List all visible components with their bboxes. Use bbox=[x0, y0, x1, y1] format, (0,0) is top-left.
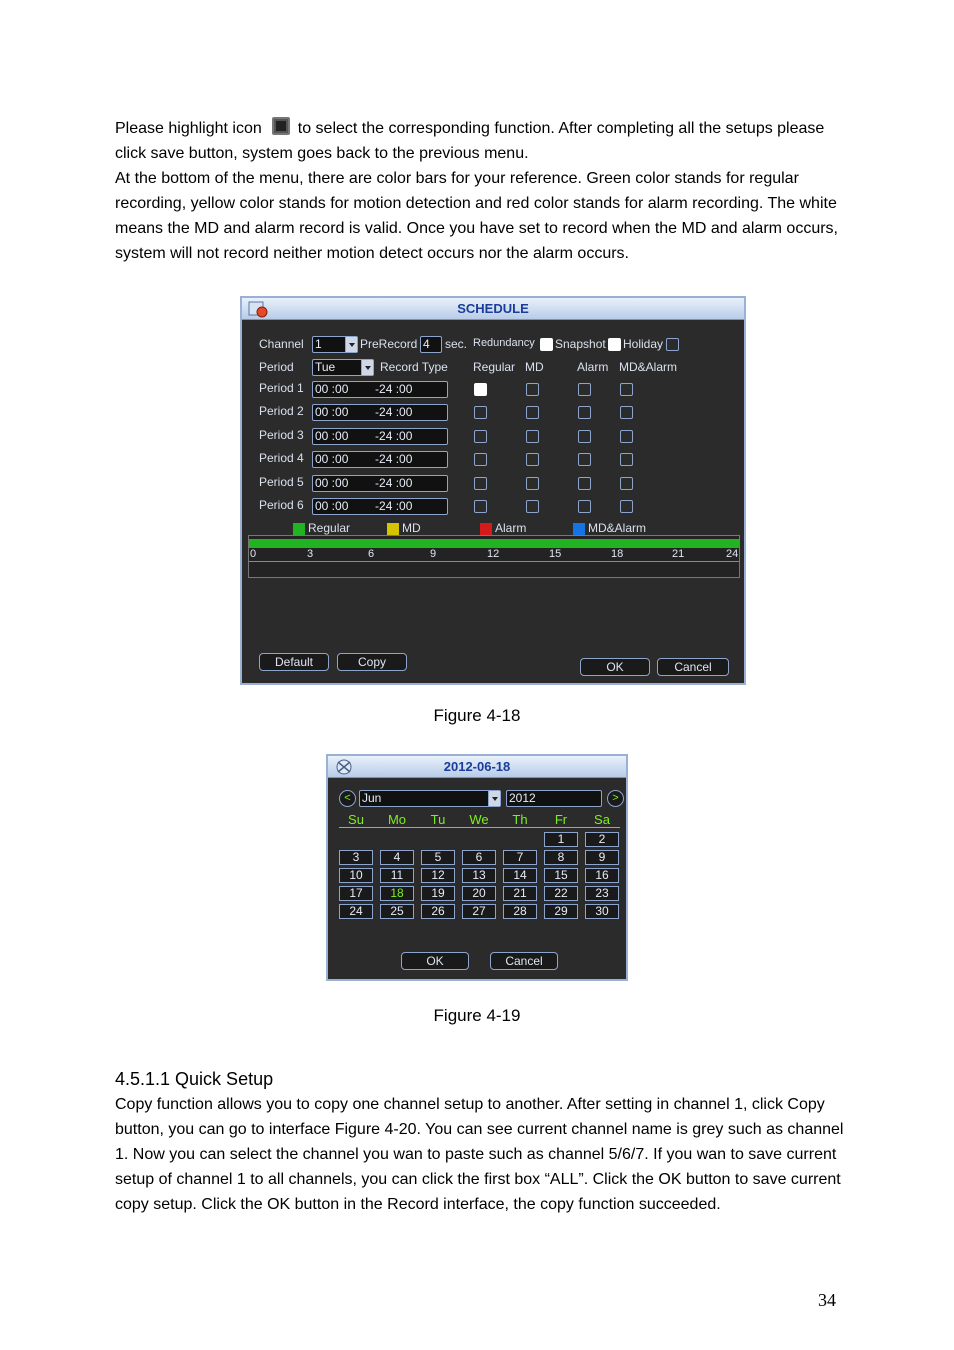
day-cell[interactable]: 1 bbox=[544, 832, 578, 847]
period-5-label: Period 5 bbox=[259, 475, 304, 489]
default-button[interactable]: Default bbox=[259, 653, 329, 671]
copy-button[interactable]: Copy bbox=[337, 653, 407, 671]
channel-select[interactable] bbox=[312, 336, 358, 353]
day-cell[interactable]: 13 bbox=[462, 868, 496, 883]
tick-21: 21 bbox=[672, 548, 685, 560]
period-5-time[interactable]: 00 :00 -24 :00 bbox=[312, 475, 448, 492]
day-cell[interactable]: 28 bbox=[503, 904, 537, 919]
tick-0: 0 bbox=[250, 548, 257, 560]
col-alarm-label: Alarm bbox=[577, 360, 609, 374]
col-md-label: MD bbox=[525, 360, 544, 374]
day-cell[interactable]: 23 bbox=[585, 886, 619, 901]
day-cell[interactable]: 14 bbox=[503, 868, 537, 883]
period-4-time[interactable]: 00 :00 -24 :00 bbox=[312, 451, 448, 468]
day-cell[interactable]: 11 bbox=[380, 868, 414, 883]
tick-15: 15 bbox=[549, 548, 562, 560]
legend-md-alarm-label: MD&Alarm bbox=[588, 521, 647, 535]
day-cell[interactable]: 4 bbox=[380, 850, 414, 865]
period-2-md-checkbox[interactable] bbox=[526, 406, 539, 419]
period-1-time[interactable]: 00 :00 -24 :00 bbox=[312, 381, 448, 398]
legend-regular-swatch bbox=[293, 523, 305, 535]
period-3-alarm-checkbox[interactable] bbox=[578, 430, 591, 443]
day-cell[interactable]: 9 bbox=[585, 850, 619, 865]
period-4-label: Period 4 bbox=[259, 451, 304, 465]
chevron-down-icon bbox=[345, 337, 357, 352]
day-cell[interactable]: 10 bbox=[339, 868, 373, 883]
schedule-title: SCHEDULE bbox=[457, 301, 529, 316]
tick-24: 24 bbox=[726, 548, 739, 560]
period-4-alarm-checkbox[interactable] bbox=[578, 453, 591, 466]
dayhead-mo: Mo bbox=[387, 812, 407, 827]
intro-paragraph bbox=[115, 116, 845, 266]
period-2-alarm-checkbox[interactable] bbox=[578, 406, 591, 419]
day-cell[interactable]: 29 bbox=[544, 904, 578, 919]
legend-alarm-label: Alarm bbox=[495, 521, 527, 535]
sec-label: sec. bbox=[445, 337, 468, 351]
legend-md-swatch bbox=[387, 523, 399, 535]
legend-md-label: MD bbox=[402, 521, 421, 535]
period-4-regular-checkbox[interactable] bbox=[474, 453, 487, 466]
calendar-cancel-button[interactable]: Cancel bbox=[490, 952, 558, 970]
period-value: Tue bbox=[315, 360, 336, 374]
dayhead-divider bbox=[339, 827, 620, 828]
period-2-md-alarm-checkbox[interactable] bbox=[620, 406, 633, 419]
period-2-time[interactable]: 00 :00 -24 :00 bbox=[312, 404, 448, 421]
day-cell[interactable]: 7 bbox=[503, 850, 537, 865]
channel-label: Channel bbox=[259, 337, 304, 351]
period-6-time[interactable]: 00 :00 -24 :00 bbox=[312, 498, 448, 515]
legend-md-alarm-swatch bbox=[573, 523, 585, 535]
chevron-down-icon bbox=[361, 360, 373, 375]
calendar-title: 2012-06-18 bbox=[443, 759, 511, 774]
period-5-alarm-checkbox[interactable] bbox=[578, 477, 591, 490]
next-month-button[interactable]: > bbox=[607, 790, 624, 807]
period-3-label: Period 3 bbox=[259, 428, 304, 442]
schedule-window bbox=[240, 296, 746, 685]
day-cell[interactable]: 6 bbox=[462, 850, 496, 865]
day-cell[interactable]: 24 bbox=[339, 904, 373, 919]
period-5-md-checkbox[interactable] bbox=[526, 477, 539, 490]
period-5-md-alarm-checkbox[interactable] bbox=[620, 477, 633, 490]
dayhead-we: We bbox=[469, 812, 489, 827]
timeline-axis bbox=[249, 561, 739, 562]
period-1-label: Period 1 bbox=[259, 381, 304, 395]
intro-text-before: Please highlight icon bbox=[115, 120, 262, 137]
snapshot-checkbox[interactable] bbox=[608, 338, 621, 351]
dayhead-sa: Sa bbox=[594, 812, 610, 827]
legend-regular-label: Regular bbox=[308, 521, 351, 535]
tick-18: 18 bbox=[611, 548, 624, 560]
period-6-regular-checkbox[interactable] bbox=[474, 500, 487, 513]
calendar-titlebar bbox=[328, 756, 626, 778]
period-6-md-checkbox[interactable] bbox=[526, 500, 539, 513]
period-2-regular-checkbox[interactable] bbox=[474, 406, 487, 419]
prerecord-label: PreRecord bbox=[360, 337, 418, 351]
period-label: Period bbox=[259, 360, 294, 374]
prev-month-button[interactable]: < bbox=[339, 790, 356, 807]
period-1-alarm-checkbox[interactable] bbox=[578, 383, 591, 396]
period-6-md-alarm-checkbox[interactable] bbox=[620, 500, 633, 513]
period-3-md-alarm-checkbox[interactable] bbox=[620, 430, 633, 443]
calendar-ok-button[interactable]: OK bbox=[401, 952, 469, 970]
day-cell[interactable]: 30 bbox=[585, 904, 619, 919]
day-cell[interactable]: 25 bbox=[380, 904, 414, 919]
month-select[interactable] bbox=[359, 790, 501, 807]
tick-3: 3 bbox=[307, 548, 314, 560]
period-1-regular-checkbox[interactable] bbox=[474, 383, 487, 396]
period-4-md-checkbox[interactable] bbox=[526, 453, 539, 466]
redundancy-label: Redundancy bbox=[473, 337, 535, 349]
period-1-md-alarm-checkbox[interactable] bbox=[620, 383, 633, 396]
day-cell[interactable]: 26 bbox=[421, 904, 455, 919]
section-heading: 4.5.1.1 Quick Setup bbox=[115, 1069, 274, 1089]
redundancy-checkbox[interactable] bbox=[540, 338, 553, 351]
holiday-label: Holiday bbox=[623, 337, 664, 351]
dayhead-su: Su bbox=[348, 812, 364, 827]
period-3-md-checkbox[interactable] bbox=[526, 430, 539, 443]
period-2-label: Period 2 bbox=[259, 404, 304, 418]
day-cell[interactable]: 20 bbox=[462, 886, 496, 901]
day-cell[interactable]: 27 bbox=[462, 904, 496, 919]
holiday-checkbox[interactable] bbox=[666, 338, 679, 351]
schedule-titlebar bbox=[242, 298, 744, 320]
cancel-button[interactable]: Cancel bbox=[657, 658, 729, 676]
period-6-alarm-checkbox[interactable] bbox=[578, 500, 591, 513]
col-regular-label: Regular bbox=[473, 360, 516, 374]
period-3-regular-checkbox[interactable] bbox=[474, 430, 487, 443]
day-cell[interactable]: 19 bbox=[421, 886, 455, 901]
day-cell[interactable]: 2 bbox=[585, 832, 619, 847]
day-cell[interactable]: 22 bbox=[544, 886, 578, 901]
day-cell[interactable]: 5 bbox=[421, 850, 455, 865]
chevron-down-icon bbox=[488, 791, 500, 806]
day-cell[interactable]: 21 bbox=[503, 886, 537, 901]
month-value: Jun bbox=[362, 791, 382, 805]
intro-text-after: to select the corresponding function. After completing all the setups please click save button, system goes back to the previous menu. bbox=[115, 120, 825, 162]
record-type-label: Record Type bbox=[380, 360, 448, 374]
timeline-regular-bar bbox=[249, 539, 739, 548]
colors-text: At the bottom of the menu, there are color bars for your reference. Green color stands for regular recording, yellow color stands for motion detection and red color stands for alarm recording. The white means the MD and alarm record is valid. Once you have set to record when the MD and alarm occurs, system will not record neither motion detect occurs nor the alarm occurs. bbox=[115, 170, 838, 262]
snapshot-label: Snapshot bbox=[555, 337, 606, 351]
legend-alarm-swatch bbox=[480, 523, 492, 535]
period-5-regular-checkbox[interactable] bbox=[474, 477, 487, 490]
day-cell-selected[interactable]: 18 bbox=[380, 886, 414, 901]
dayhead-fr: Fr bbox=[554, 812, 568, 827]
day-cell[interactable]: 3 bbox=[339, 850, 373, 865]
year-input[interactable]: 2012 bbox=[506, 790, 602, 807]
timeline bbox=[248, 535, 740, 578]
period-6-label: Period 6 bbox=[259, 498, 304, 512]
col-md-alarm-label: MD&Alarm bbox=[619, 360, 678, 374]
section-body: Copy function allows you to copy one channel setup to another. After setting in channel 1, click Copy button, you can go to interface Figure 4-20. You can see current channel name is grey such as channel 1. Now you can select the channel you wan to paste such as channel 5/6/7. If you wan to save current setup of channel 1 to all channels, you can click the first box “ALL”. Click the OK button to save current copy setup. Click the OK button in the Record interface, the copy function succeeded. bbox=[115, 1096, 844, 1213]
page-number: 34 bbox=[818, 1290, 836, 1310]
day-cell[interactable]: 17 bbox=[339, 886, 373, 901]
day-cell[interactable]: 8 bbox=[544, 850, 578, 865]
period-select[interactable] bbox=[312, 359, 374, 376]
settings-square-icon bbox=[272, 117, 290, 135]
day-cell[interactable]: 16 bbox=[585, 868, 619, 883]
tick-9: 9 bbox=[430, 548, 437, 560]
dayhead-tu: Tu bbox=[430, 812, 446, 827]
day-cell[interactable]: 12 bbox=[421, 868, 455, 883]
day-cell[interactable]: 15 bbox=[544, 868, 578, 883]
tick-12: 12 bbox=[487, 548, 500, 560]
period-3-time[interactable]: 00 :00 -24 :00 bbox=[312, 428, 448, 445]
period-1-md-checkbox[interactable] bbox=[526, 383, 539, 396]
figure-4-18-caption: Figure 4-18 bbox=[433, 706, 521, 725]
channel-value: 1 bbox=[315, 337, 322, 351]
ok-button[interactable]: OK bbox=[580, 658, 650, 676]
calendar-window bbox=[326, 754, 628, 981]
period-4-md-alarm-checkbox[interactable] bbox=[620, 453, 633, 466]
dayhead-th: Th bbox=[512, 812, 528, 827]
prerecord-input[interactable]: 4 bbox=[420, 336, 442, 353]
figure-4-19-caption: Figure 4-19 bbox=[433, 1006, 521, 1025]
tick-6: 6 bbox=[368, 548, 375, 560]
